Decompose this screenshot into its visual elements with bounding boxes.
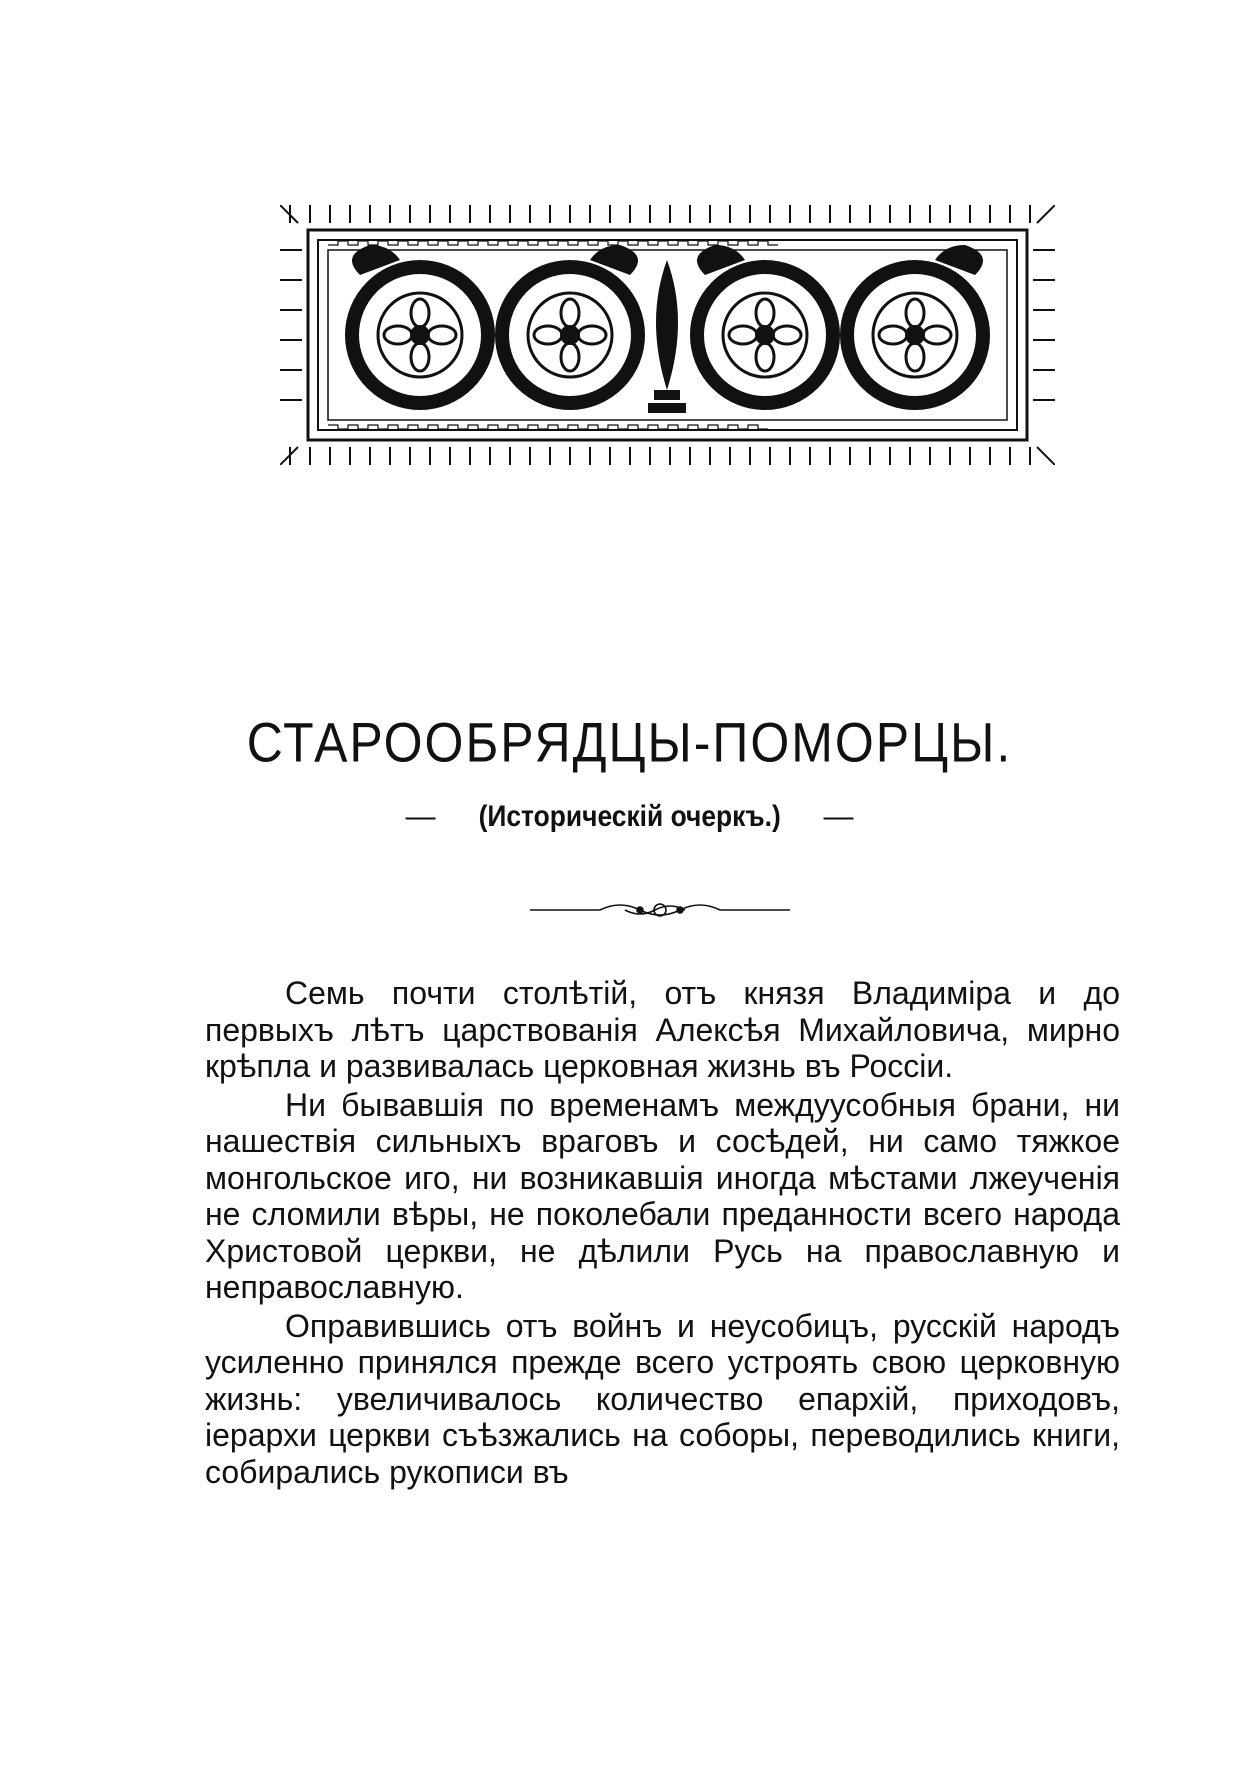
subtitle-text: (Историческій очеркъ.) [478, 800, 781, 833]
headpiece-central-vase [648, 260, 686, 413]
headpiece-rosette-4 [847, 245, 983, 403]
ornamental-headpiece [280, 205, 1055, 465]
headpiece-rosette-3 [697, 245, 833, 403]
ornamental-divider [530, 895, 790, 925]
paragraph-1: Семь почти столѣтій, отъ князя Владиміра и до первыхъ лѣтъ царствованія Алексѣя Михайловича, мирно крѣпла и развивалась церковная жизнь въ Россіи. [205, 975, 1120, 1084]
headpiece-rosette-1 [352, 245, 488, 403]
headpiece-top-ticks [290, 205, 1030, 223]
paragraph-2: Ни бывавшія по временамъ междуусобныя брани, ни нашествія сильныхъ враговъ и сосѣдей, ни само тяжкое монгольское иго, ни возникавшія иногда мѣстами лжеученія не сломили вѣры, не поколебали преданности всего народа Христовой церкви, не дѣлили Русь на православную и неправославную. [205, 1086, 1120, 1305]
subtitle [200, 800, 1059, 834]
subtitle-dash-right: — [823, 800, 854, 833]
body-text [205, 975, 1120, 1492]
headpiece-rosette-2 [502, 245, 638, 403]
page-title: СТАРООБРЯДЦЫ-ПОМОРЦЫ. [246, 711, 1013, 774]
paragraph-3: Оправившись отъ войнъ и неусобицъ, русскій народъ усиленно принялся прежде всего устроять свою церковную жизнь: увеличивалось количество епархій, приходовъ, іерархи церкви съѣзжались на соборы, переводились книги, собирались рукописи въ [205, 1307, 1120, 1490]
headpiece-bottom-ticks [290, 447, 1030, 465]
subtitle-dash-left: — [405, 800, 436, 833]
